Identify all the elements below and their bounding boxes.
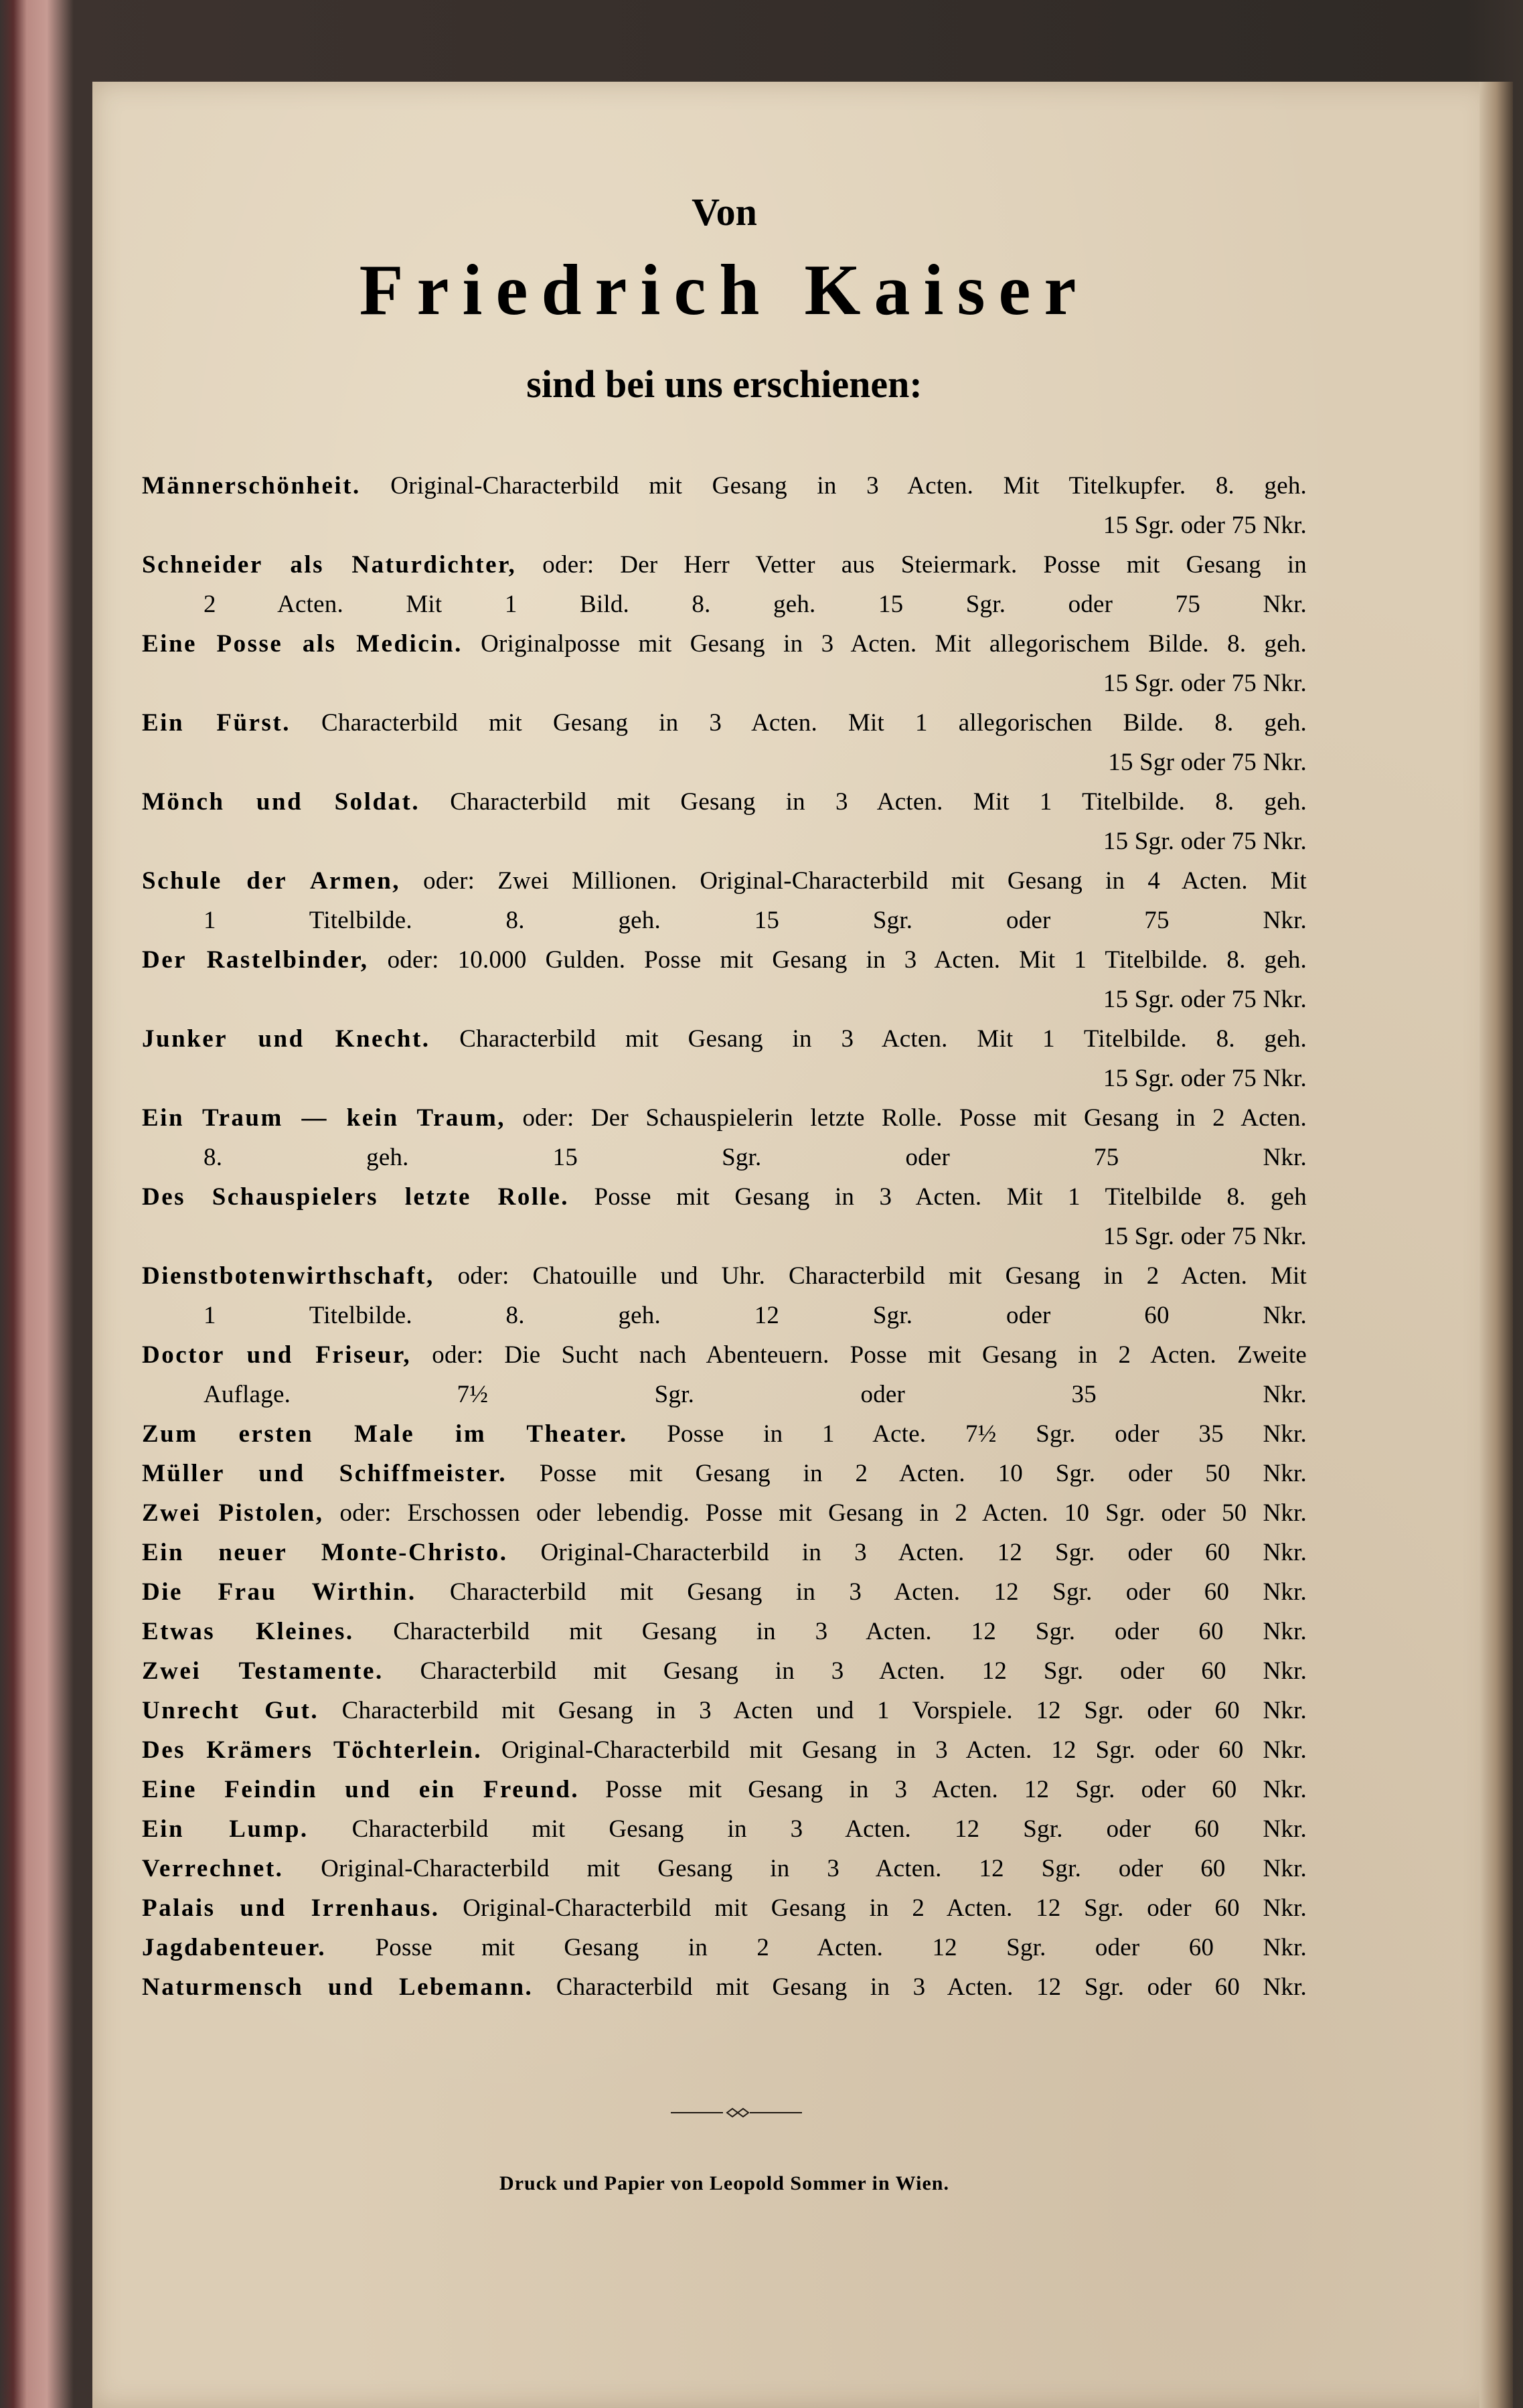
entry-title: Mönch und Soldat.: [142, 788, 420, 816]
entry-price: 10 Sgr. oder 50 Nkr.: [997, 1460, 1307, 1487]
entry-title: Unrecht Gut.: [142, 1697, 319, 1724]
entry-title: Der Rastelbinder,: [142, 946, 369, 974]
entry-title: Jagdabenteuer.: [142, 1934, 327, 1961]
list-item: [142, 1691, 1307, 1730]
entry-description-cont: Auflage.: [204, 1381, 291, 1408]
list-item-price-row: [142, 664, 1307, 703]
list-item: [142, 545, 1307, 585]
entry-price: 12 Sgr. oder 60 Nkr.: [932, 1934, 1307, 1961]
entry-description: Characterbild mit Gesang in 3 Acten. Mit 1 allegorischen Bilde. 8. geh.: [321, 709, 1307, 737]
entry-title: Eine Posse als Medicin.: [142, 630, 463, 658]
list-item: [142, 1019, 1307, 1059]
list-item-price-row: [142, 822, 1307, 861]
list-item-continuation: [142, 1296, 1307, 1335]
entry-description: Characterbild mit Gesang in 3 Acten.: [420, 1657, 945, 1685]
entry-title: Des Schauspielers letzte Rolle.: [142, 1183, 570, 1211]
entry-title: Müller und Schiffmeister.: [142, 1460, 507, 1487]
entry-price: 12 Sgr. oder 60 Nkr.: [993, 1578, 1307, 1606]
entry-title: Etwas Kleines.: [142, 1618, 354, 1645]
page-edge: [1479, 82, 1513, 2408]
list-item: [142, 1256, 1307, 1296]
entry-price: 12 Sgr. oder 60 Nkr.: [1036, 1894, 1307, 1922]
entry-description-cont: 1 Titelbilde. 8. geh.: [204, 1302, 661, 1329]
list-item: [142, 1809, 1307, 1849]
list-item: [142, 1533, 1307, 1572]
list-item: [142, 703, 1307, 743]
entry-title: Doctor und Friseur,: [142, 1341, 412, 1369]
entry-price: 15 Sgr. oder 75 Nkr.: [1103, 512, 1307, 539]
entry-title: Palais und Irrenhaus.: [142, 1894, 440, 1922]
entry-title: Männerschönheit.: [142, 472, 361, 500]
entry-price: 15 Sgr. oder 75 Nkr.: [1103, 1065, 1307, 1092]
entry-description: Characterbild mit Gesang in 3 Acten.: [393, 1618, 932, 1645]
list-item: [142, 782, 1307, 822]
ornamental-divider: [671, 2106, 802, 2119]
heading-subtitle: sind bei uns erschienen:: [526, 362, 923, 406]
entry-price: 15 Sgr. oder 75 Nkr.: [552, 1144, 1307, 1171]
list-item: [142, 1928, 1307, 1967]
entry-description: oder: Chatouille und Uhr. Characterbild mit Gesang in 2 Acten. Mit: [457, 1262, 1307, 1290]
list-item: [142, 940, 1307, 980]
entry-description: Posse mit Gesang in 3 Acten. Mit 1 Titelbilde 8. geh: [594, 1183, 1307, 1211]
entry-price: 15 Sgr. oder 75 Nkr.: [878, 591, 1307, 618]
list-item-continuation: [142, 1138, 1307, 1177]
entry-price: 15 Sgr. oder 75 Nkr.: [754, 907, 1307, 934]
list-item-price-row: [142, 1217, 1307, 1256]
list-item: [142, 1335, 1307, 1375]
list-item: [142, 1770, 1307, 1809]
entry-description: Posse mit Gesang in 3 Acten.: [605, 1776, 998, 1803]
list-item-price-row: [142, 1059, 1307, 1098]
entry-price: 7½ Sgr. oder 35 Nkr.: [965, 1420, 1307, 1448]
entry-price: 15 Sgr. oder 75 Nkr.: [1103, 670, 1307, 697]
entry-description: Posse mit Gesang in 2 Acten.: [375, 1934, 884, 1961]
entry-description: Characterbild mit Gesang in 3 Acten.: [351, 1815, 911, 1843]
list-item-continuation: [142, 585, 1307, 624]
entry-price: 12 Sgr. oder 60 Nkr.: [971, 1618, 1307, 1645]
entry-title: Ein Traum — kein Traum,: [142, 1104, 506, 1132]
entry-description: oder: Zwei Millionen. Original-Characterbild mit Gesang in 4 Acten. Mit: [423, 867, 1307, 895]
list-item-continuation: [142, 901, 1307, 940]
list-item-price-row: [142, 506, 1307, 545]
entry-title: Eine Feindin und ein Freund.: [142, 1776, 580, 1803]
entry-price: 12 Sgr. oder 60 Nkr.: [754, 1302, 1307, 1329]
entry-price: 12 Sgr. oder 60 Nkr.: [1036, 1973, 1307, 2001]
entry-price: 12 Sgr. oder 60 Nkr.: [1036, 1697, 1307, 1724]
entry-description: Posse mit Gesang in 2 Acten.: [539, 1460, 965, 1487]
list-item: [142, 1098, 1307, 1138]
entry-description-cont: 1 Titelbilde. 8. geh.: [204, 907, 661, 934]
entry-description-cont: 2 Acten. Mit 1 Bild. 8. geh.: [204, 591, 816, 618]
list-item: [142, 1177, 1307, 1217]
entry-price: 12 Sgr. oder 60 Nkr.: [997, 1539, 1307, 1566]
entry-description: Original-Characterbild mit Gesang in 3 Acten. Mit Titelkupfer. 8. geh.: [390, 472, 1307, 500]
entry-title: Zwei Pistolen,: [142, 1499, 324, 1527]
entry-description: Characterbild mit Gesang in 3 Acten. Mit 1 Titelbilde. 8. geh.: [450, 788, 1307, 816]
list-item: [142, 624, 1307, 664]
entry-description-cont: 8. geh.: [204, 1144, 409, 1171]
list-item: [142, 861, 1307, 901]
list-item-continuation: [142, 1375, 1307, 1414]
entry-title: Zum ersten Male im Theater.: [142, 1420, 628, 1448]
entry-description: Characterbild mit Gesang in 3 Acten.: [556, 1973, 1014, 2001]
entry-description: oder: Der Schauspielerin letzte Rolle. Posse mit Gesang in 2 Acten.: [522, 1104, 1307, 1132]
entry-price: 15 Sgr. oder 75 Nkr.: [1103, 986, 1307, 1013]
list-item: [142, 1967, 1307, 2007]
entry-title: Verrechnet.: [142, 1855, 284, 1882]
entry-description: Original-Characterbild mit Gesang in 3 Acten.: [501, 1736, 1032, 1764]
entry-description: Characterbild mit Gesang in 3 Acten und 1 Vorspiele.: [341, 1697, 1013, 1724]
entry-description: oder: Erschossen oder lebendig. Posse mit Gesang in 2 Acten.: [339, 1499, 1048, 1527]
entry-title: Naturmensch und Lebemann.: [142, 1973, 534, 2001]
author-name: Friedrich Kaiser: [359, 250, 1090, 330]
entry-price: 15 Sgr. oder 75 Nkr.: [1103, 828, 1307, 855]
entry-description: Characterbild mit Gesang in 3 Acten.: [449, 1578, 961, 1606]
list-item: [142, 1414, 1307, 1454]
entry-price: 15 Sgr. oder 75 Nkr.: [1103, 1223, 1307, 1250]
list-item: [142, 1730, 1307, 1770]
entry-title: Junker und Knecht.: [142, 1025, 430, 1053]
entry-price: 15 Sgr oder 75 Nkr.: [1108, 749, 1307, 776]
entry-description: Original-Characterbild in 3 Acten.: [540, 1539, 965, 1566]
entry-price: 12 Sgr. oder 60 Nkr.: [954, 1815, 1307, 1843]
entry-title: Ein Fürst.: [142, 709, 291, 737]
entry-description: oder: Die Sucht nach Abenteuern. Posse mit Gesang in 2 Acten. Zweite: [432, 1341, 1307, 1369]
entry-price: 12 Sgr. oder 60 Nkr.: [1024, 1776, 1307, 1803]
entry-title: Die Frau Wirthin.: [142, 1578, 416, 1606]
entry-description: Posse in 1 Acte.: [667, 1420, 927, 1448]
entry-title: Schule der Armen,: [142, 867, 401, 895]
entry-title: Dienstbotenwirthschaft,: [142, 1262, 434, 1290]
entry-title: Ein Lump.: [142, 1815, 309, 1843]
list-item-price-row: [142, 743, 1307, 782]
entry-title: Ein neuer Monte-Christo.: [142, 1539, 508, 1566]
entry-description: oder: Der Herr Vetter aus Steiermark. Posse mit Gesang in: [542, 551, 1307, 579]
entry-description: Original-Characterbild mit Gesang in 3 Acten.: [321, 1855, 942, 1882]
entry-price: 12 Sgr. oder 60 Nkr.: [1051, 1736, 1307, 1764]
list-item: [142, 466, 1307, 506]
list-item: [142, 1651, 1307, 1691]
title-list: [142, 466, 1307, 2007]
entry-title: Schneider als Naturdichter,: [142, 551, 517, 579]
list-item-price-row: [142, 980, 1307, 1019]
printer-imprint: Druck und Papier von Leopold Sommer in Wien.: [499, 2172, 949, 2194]
list-item: [142, 1454, 1307, 1493]
entry-price: 12 Sgr. oder 60 Nkr.: [981, 1657, 1307, 1685]
heading-von: Von: [692, 190, 757, 234]
entry-price: 7½ Sgr. oder 35 Nkr.: [457, 1381, 1307, 1408]
list-item: [142, 1849, 1307, 1888]
list-item: [142, 1888, 1307, 1928]
entry-price: 12 Sgr. oder 60 Nkr.: [979, 1855, 1307, 1882]
list-item: [142, 1493, 1307, 1533]
list-item: [142, 1612, 1307, 1651]
entry-description: oder: 10.000 Gulden. Posse mit Gesang in 3 Acten. Mit 1 Titelbilde. 8. geh.: [387, 946, 1307, 974]
entry-description: Original-Characterbild mit Gesang in 2 Acten.: [463, 1894, 1013, 1922]
entry-title: Des Krämers Töchterlein.: [142, 1736, 483, 1764]
entry-description: Originalposse mit Gesang in 3 Acten. Mit allegorischem Bilde. 8. geh.: [481, 630, 1307, 658]
list-item: [142, 1572, 1307, 1612]
entry-title: Zwei Testamente.: [142, 1657, 384, 1685]
entry-description: Characterbild mit Gesang in 3 Acten. Mit 1 Titelbilde. 8. geh.: [459, 1025, 1307, 1053]
entry-price: 10 Sgr. oder 50 Nkr.: [1064, 1499, 1307, 1527]
